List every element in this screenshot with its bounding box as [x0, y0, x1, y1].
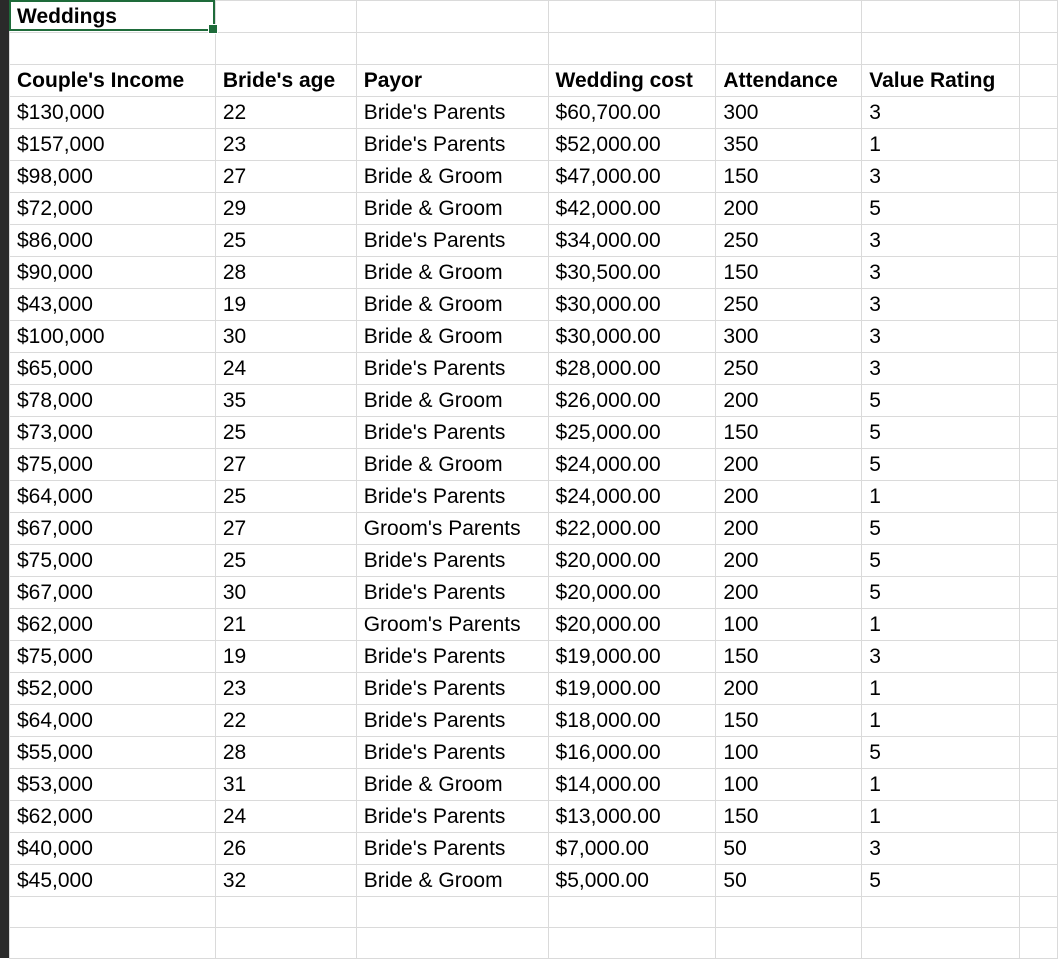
- data-cell[interactable]: $30,000.00: [548, 289, 716, 321]
- data-cell[interactable]: 250: [716, 225, 862, 257]
- empty-cell[interactable]: [1020, 129, 1058, 161]
- empty-cell[interactable]: [1020, 257, 1058, 289]
- data-cell[interactable]: 30: [215, 321, 356, 353]
- column-header[interactable]: Couple's Income: [10, 65, 216, 97]
- data-cell[interactable]: $75,000: [10, 449, 216, 481]
- row-header-strip: [0, 0, 9, 958]
- empty-cell[interactable]: [356, 897, 548, 928]
- data-cell[interactable]: 200: [716, 449, 862, 481]
- table-row: [10, 289, 1058, 321]
- data-cell[interactable]: 28: [215, 257, 356, 289]
- data-cell[interactable]: Bride's Parents: [356, 481, 548, 513]
- empty-cell[interactable]: [10, 897, 216, 928]
- data-cell[interactable]: 32: [215, 865, 356, 897]
- data-cell[interactable]: $19,000.00: [548, 641, 716, 673]
- empty-cell[interactable]: [356, 928, 548, 959]
- data-cell[interactable]: 3: [862, 257, 1020, 289]
- data-cell[interactable]: $55,000: [10, 737, 216, 769]
- data-cell[interactable]: Bride's Parents: [356, 673, 548, 705]
- empty-cell[interactable]: [548, 1, 716, 33]
- empty-cell[interactable]: [1020, 928, 1058, 959]
- data-cell[interactable]: 1: [862, 705, 1020, 737]
- data-cell[interactable]: 100: [716, 737, 862, 769]
- column-header[interactable]: Attendance: [716, 65, 862, 97]
- data-cell[interactable]: Bride & Groom: [356, 257, 548, 289]
- data-cell[interactable]: Bride & Groom: [356, 321, 548, 353]
- empty-cell[interactable]: [862, 897, 1020, 928]
- spreadsheet-grid: [9, 0, 1058, 959]
- data-cell[interactable]: $42,000.00: [548, 193, 716, 225]
- table-row: [10, 737, 1058, 769]
- data-cell[interactable]: $16,000.00: [548, 737, 716, 769]
- empty-cell[interactable]: [548, 897, 716, 928]
- data-cell[interactable]: 31: [215, 769, 356, 801]
- data-cell[interactable]: 3: [862, 97, 1020, 129]
- data-cell[interactable]: 22: [215, 705, 356, 737]
- empty-cell[interactable]: [10, 928, 216, 959]
- data-cell[interactable]: Groom's Parents: [356, 513, 548, 545]
- data-cell[interactable]: 5: [862, 449, 1020, 481]
- data-cell[interactable]: $26,000.00: [548, 385, 716, 417]
- empty-cell[interactable]: [716, 928, 862, 959]
- data-cell[interactable]: Bride's Parents: [356, 801, 548, 833]
- data-cell[interactable]: $25,000.00: [548, 417, 716, 449]
- data-cell[interactable]: 3: [862, 289, 1020, 321]
- table-row: [10, 641, 1058, 673]
- empty-cell[interactable]: [1020, 33, 1058, 65]
- empty-cell[interactable]: [716, 33, 862, 65]
- data-cell[interactable]: 1: [862, 769, 1020, 801]
- table-row: [10, 673, 1058, 705]
- data-cell[interactable]: Bride & Groom: [356, 193, 548, 225]
- data-cell[interactable]: $130,000: [10, 97, 216, 129]
- data-cell[interactable]: 23: [215, 129, 356, 161]
- data-cell[interactable]: $78,000: [10, 385, 216, 417]
- empty-cell[interactable]: [1020, 385, 1058, 417]
- data-cell[interactable]: Bride & Groom: [356, 289, 548, 321]
- data-cell[interactable]: 5: [862, 545, 1020, 577]
- data-cell[interactable]: $20,000.00: [548, 609, 716, 641]
- empty-cell[interactable]: [1020, 577, 1058, 609]
- data-cell[interactable]: 30: [215, 577, 356, 609]
- data-cell[interactable]: 35: [215, 385, 356, 417]
- data-cell[interactable]: 200: [716, 513, 862, 545]
- table-row: [10, 353, 1058, 385]
- data-cell[interactable]: 1: [862, 129, 1020, 161]
- blank-row: [10, 897, 1058, 928]
- table-row: [10, 481, 1058, 513]
- column-header[interactable]: Bride's age: [215, 65, 356, 97]
- data-cell[interactable]: Bride's Parents: [356, 353, 548, 385]
- empty-cell[interactable]: [356, 33, 548, 65]
- data-cell[interactable]: $75,000: [10, 641, 216, 673]
- empty-cell[interactable]: [215, 897, 356, 928]
- data-cell[interactable]: Bride's Parents: [356, 577, 548, 609]
- table-row: [10, 417, 1058, 449]
- data-cell[interactable]: 5: [862, 513, 1020, 545]
- data-cell[interactable]: Bride's Parents: [356, 641, 548, 673]
- data-cell[interactable]: 200: [716, 481, 862, 513]
- data-cell[interactable]: 300: [716, 321, 862, 353]
- title-cell[interactable]: Weddings: [10, 1, 216, 33]
- data-cell[interactable]: 150: [716, 257, 862, 289]
- data-cell[interactable]: 25: [215, 417, 356, 449]
- data-cell[interactable]: $30,000.00: [548, 321, 716, 353]
- table-row: [10, 833, 1058, 865]
- empty-cell[interactable]: [1020, 97, 1058, 129]
- empty-cell[interactable]: [1020, 193, 1058, 225]
- data-cell[interactable]: $157,000: [10, 129, 216, 161]
- data-cell[interactable]: 21: [215, 609, 356, 641]
- data-cell[interactable]: $22,000.00: [548, 513, 716, 545]
- column-header[interactable]: Wedding cost: [548, 65, 716, 97]
- data-cell[interactable]: 1: [862, 801, 1020, 833]
- data-cell[interactable]: $43,000: [10, 289, 216, 321]
- data-cell[interactable]: 150: [716, 801, 862, 833]
- empty-cell[interactable]: [1020, 289, 1058, 321]
- empty-cell[interactable]: [1020, 865, 1058, 897]
- table-row: [10, 385, 1058, 417]
- data-cell[interactable]: 200: [716, 193, 862, 225]
- empty-cell[interactable]: [1020, 481, 1058, 513]
- data-cell[interactable]: $19,000.00: [548, 673, 716, 705]
- table-row: [10, 577, 1058, 609]
- data-cell[interactable]: 150: [716, 417, 862, 449]
- data-cell[interactable]: 3: [862, 321, 1020, 353]
- table-row: [10, 161, 1058, 193]
- empty-cell[interactable]: [1020, 449, 1058, 481]
- data-cell[interactable]: 3: [862, 225, 1020, 257]
- data-cell[interactable]: 25: [215, 545, 356, 577]
- data-cell[interactable]: $30,500.00: [548, 257, 716, 289]
- empty-cell[interactable]: [548, 928, 716, 959]
- empty-cell[interactable]: [1020, 513, 1058, 545]
- column-header[interactable]: Payor: [356, 65, 548, 97]
- table-row: [10, 225, 1058, 257]
- data-cell[interactable]: $14,000.00: [548, 769, 716, 801]
- data-cell[interactable]: 200: [716, 545, 862, 577]
- data-cell[interactable]: 25: [215, 225, 356, 257]
- data-cell[interactable]: 29: [215, 193, 356, 225]
- data-cell[interactable]: $67,000: [10, 577, 216, 609]
- empty-cell[interactable]: [1020, 609, 1058, 641]
- empty-cell[interactable]: [1020, 833, 1058, 865]
- data-cell[interactable]: 150: [716, 705, 862, 737]
- table-row: [10, 705, 1058, 737]
- data-cell[interactable]: 5: [862, 865, 1020, 897]
- empty-cell[interactable]: [1020, 225, 1058, 257]
- data-cell[interactable]: 300: [716, 97, 862, 129]
- data-cell[interactable]: $64,000: [10, 481, 216, 513]
- empty-cell[interactable]: [1020, 353, 1058, 385]
- data-cell[interactable]: 5: [862, 193, 1020, 225]
- empty-cell[interactable]: [215, 1, 356, 33]
- empty-cell[interactable]: [1020, 1, 1058, 33]
- data-cell[interactable]: $28,000.00: [548, 353, 716, 385]
- table-row: [10, 97, 1058, 129]
- data-cell[interactable]: 5: [862, 577, 1020, 609]
- empty-cell[interactable]: [1020, 897, 1058, 928]
- data-cell[interactable]: Bride & Groom: [356, 161, 548, 193]
- data-cell[interactable]: 150: [716, 161, 862, 193]
- data-cell[interactable]: 50: [716, 833, 862, 865]
- empty-cell[interactable]: [1020, 641, 1058, 673]
- empty-cell[interactable]: [1020, 705, 1058, 737]
- blank-row: [10, 928, 1058, 959]
- empty-cell[interactable]: [215, 33, 356, 65]
- empty-cell[interactable]: [1020, 737, 1058, 769]
- data-cell[interactable]: $47,000.00: [548, 161, 716, 193]
- empty-cell[interactable]: [10, 33, 216, 65]
- data-cell[interactable]: 250: [716, 289, 862, 321]
- data-cell[interactable]: $72,000: [10, 193, 216, 225]
- data-cell[interactable]: 100: [716, 769, 862, 801]
- table-row: [10, 193, 1058, 225]
- data-cell[interactable]: 250: [716, 353, 862, 385]
- data-cell[interactable]: $62,000: [10, 609, 216, 641]
- empty-cell[interactable]: [1020, 321, 1058, 353]
- data-cell[interactable]: Bride's Parents: [356, 129, 548, 161]
- data-cell[interactable]: $24,000.00: [548, 481, 716, 513]
- data-cell[interactable]: $5,000.00: [548, 865, 716, 897]
- data-cell[interactable]: Bride's Parents: [356, 97, 548, 129]
- empty-cell[interactable]: [1020, 417, 1058, 449]
- data-cell[interactable]: 200: [716, 673, 862, 705]
- data-cell[interactable]: 5: [862, 737, 1020, 769]
- data-cell[interactable]: 1: [862, 481, 1020, 513]
- data-cell[interactable]: 24: [215, 801, 356, 833]
- data-cell[interactable]: Bride's Parents: [356, 737, 548, 769]
- empty-cell[interactable]: [356, 1, 548, 33]
- data-cell[interactable]: $45,000: [10, 865, 216, 897]
- data-cell[interactable]: Bride's Parents: [356, 833, 548, 865]
- data-cell[interactable]: 1: [862, 609, 1020, 641]
- data-cell[interactable]: $86,000: [10, 225, 216, 257]
- table-row: [10, 609, 1058, 641]
- data-cell[interactable]: Bride & Groom: [356, 385, 548, 417]
- data-cell[interactable]: Bride's Parents: [356, 225, 548, 257]
- data-cell[interactable]: $18,000.00: [548, 705, 716, 737]
- data-cell[interactable]: $73,000: [10, 417, 216, 449]
- table-row: [10, 865, 1058, 897]
- data-cell[interactable]: 27: [215, 161, 356, 193]
- table-row: [10, 129, 1058, 161]
- empty-cell[interactable]: [1020, 65, 1058, 97]
- table-row: [10, 321, 1058, 353]
- data-cell[interactable]: $52,000.00: [548, 129, 716, 161]
- data-cell[interactable]: 3: [862, 161, 1020, 193]
- data-cell[interactable]: $62,000: [10, 801, 216, 833]
- column-header[interactable]: Value Rating: [862, 65, 1020, 97]
- data-cell[interactable]: 3: [862, 353, 1020, 385]
- table-row: [10, 801, 1058, 833]
- data-cell[interactable]: 100: [716, 609, 862, 641]
- data-cell[interactable]: Bride's Parents: [356, 417, 548, 449]
- data-cell[interactable]: 1: [862, 673, 1020, 705]
- data-cell[interactable]: Bride's Parents: [356, 705, 548, 737]
- data-cell[interactable]: $40,000: [10, 833, 216, 865]
- data-cell[interactable]: Bride & Groom: [356, 769, 548, 801]
- data-cell[interactable]: 200: [716, 385, 862, 417]
- empty-cell[interactable]: [215, 928, 356, 959]
- data-cell[interactable]: $65,000: [10, 353, 216, 385]
- table-row: [10, 449, 1058, 481]
- empty-cell[interactable]: [716, 1, 862, 33]
- data-cell[interactable]: 3: [862, 833, 1020, 865]
- data-cell[interactable]: 19: [215, 289, 356, 321]
- header-row: [10, 65, 1058, 97]
- empty-cell[interactable]: [1020, 545, 1058, 577]
- blank-row: [10, 33, 1058, 65]
- title-row: [10, 1, 1058, 33]
- data-cell[interactable]: 28: [215, 737, 356, 769]
- table-row: [10, 257, 1058, 289]
- data-cell[interactable]: $13,000.00: [548, 801, 716, 833]
- data-cell[interactable]: 27: [215, 513, 356, 545]
- empty-cell[interactable]: [1020, 161, 1058, 193]
- empty-cell[interactable]: [862, 1, 1020, 33]
- data-cell[interactable]: Bride & Groom: [356, 449, 548, 481]
- empty-cell[interactable]: [862, 33, 1020, 65]
- data-cell[interactable]: $34,000.00: [548, 225, 716, 257]
- table-row: [10, 545, 1058, 577]
- data-cell[interactable]: $64,000: [10, 705, 216, 737]
- data-cell[interactable]: $90,000: [10, 257, 216, 289]
- empty-cell[interactable]: [1020, 801, 1058, 833]
- empty-cell[interactable]: [862, 928, 1020, 959]
- data-cell[interactable]: $98,000: [10, 161, 216, 193]
- data-cell[interactable]: $20,000.00: [548, 577, 716, 609]
- data-cell[interactable]: $53,000: [10, 769, 216, 801]
- data-cell[interactable]: $60,700.00: [548, 97, 716, 129]
- empty-cell[interactable]: [1020, 673, 1058, 705]
- data-cell[interactable]: 150: [716, 641, 862, 673]
- data-cell[interactable]: Bride & Groom: [356, 865, 548, 897]
- data-cell[interactable]: 50: [716, 865, 862, 897]
- data-cell[interactable]: 19: [215, 641, 356, 673]
- data-cell[interactable]: $20,000.00: [548, 545, 716, 577]
- empty-cell[interactable]: [716, 897, 862, 928]
- data-cell[interactable]: $75,000: [10, 545, 216, 577]
- data-cell[interactable]: 24: [215, 353, 356, 385]
- table-row: [10, 769, 1058, 801]
- data-cell[interactable]: $7,000.00: [548, 833, 716, 865]
- data-cell[interactable]: 22: [215, 97, 356, 129]
- empty-cell[interactable]: [1020, 769, 1058, 801]
- empty-cell[interactable]: [548, 33, 716, 65]
- data-cell[interactable]: 5: [862, 385, 1020, 417]
- data-cell[interactable]: 3: [862, 641, 1020, 673]
- data-cell[interactable]: 200: [716, 577, 862, 609]
- data-cell[interactable]: $52,000: [10, 673, 216, 705]
- data-cell[interactable]: 350: [716, 129, 862, 161]
- data-cell[interactable]: 26: [215, 833, 356, 865]
- data-cell[interactable]: 23: [215, 673, 356, 705]
- data-cell[interactable]: 25: [215, 481, 356, 513]
- data-cell[interactable]: $100,000: [10, 321, 216, 353]
- table-row: [10, 513, 1058, 545]
- data-cell[interactable]: $67,000: [10, 513, 216, 545]
- data-cell[interactable]: Bride's Parents: [356, 545, 548, 577]
- data-cell[interactable]: 27: [215, 449, 356, 481]
- data-cell[interactable]: 5: [862, 417, 1020, 449]
- data-cell[interactable]: Groom's Parents: [356, 609, 548, 641]
- data-cell[interactable]: $24,000.00: [548, 449, 716, 481]
